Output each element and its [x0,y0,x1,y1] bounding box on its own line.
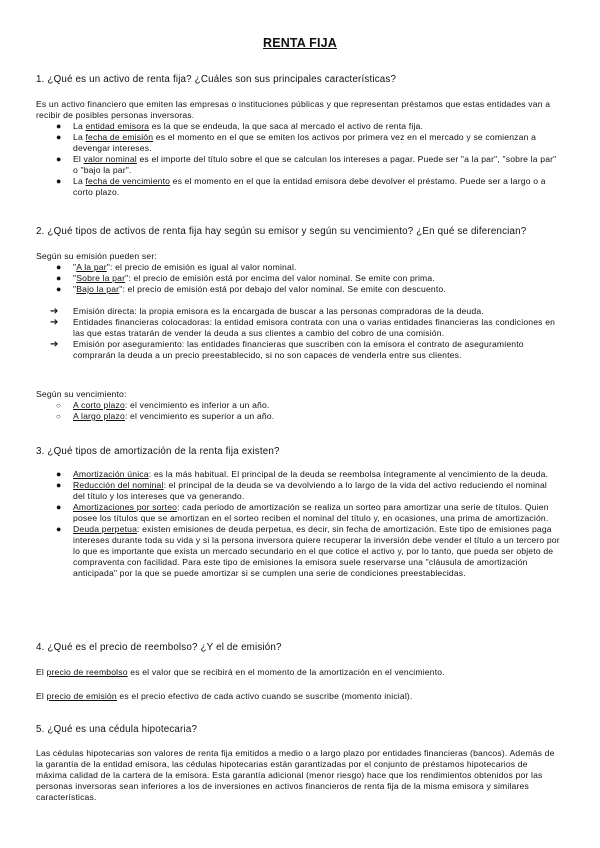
document-title: RENTA FIJA [263,36,337,50]
q1-intro: Es un activo financiero que emiten las empresas o instituciones públicas y que representan préstamos que estas entidades van a recibir de posibles personas inversoras. [36,99,551,120]
bullet-icon: ● [56,273,62,283]
list-item: ● Amortizaciones por sorteo: cada periodo de amortización se realiza un sorteo para amortizar una serie de títulos. Quien posee los títulos que se amortizan en el sorteo reciben el nominal del título y, en ocasiones, una prima de amortización. [56,502,549,523]
list-item: ● La fecha de emisión es el momento en el que se emiten los activos por primera vez en el mercado y se comienzan a devengar intereses. [56,132,537,153]
list-item: ➔ Entidades financieras colocadoras: la entidad emisora contrata con una o varias entidades financieras las condiciones en las que estas tratarán de vender la deuda a sus clientes a cambio del cobro de una comisión. [50,317,556,338]
bullet-icon: ● [56,132,62,142]
term: Sobre la par [76,273,126,283]
bullet-icon: ● [56,480,62,490]
list-item: ○ A corto plazo: el vencimiento es inferior a un año. [56,400,270,410]
arrow-icon: ➔ [50,306,59,317]
question-4: 4. ¿Qué es el precio de reembolso? ¿Y el de emisión? [36,642,282,653]
bullet-icon: ● [56,262,62,272]
term: Amortizaciones por sorteo [73,502,178,512]
question-2: 2. ¿Qué tipos de activos de renta fija hay según su emisor y según su vencimiento? ¿En qué se diferencian? [36,226,527,237]
bullet-icon: ● [56,502,62,512]
list-item: ● "Sobre la par": el precio de emisión está por encima del valor nominal. Se emite con prima. [56,273,435,283]
hollow-bullet-icon: ○ [56,401,62,410]
question-3: 3. ¿Qué tipos de amortización de la renta fija existen? [36,446,280,457]
term: fecha de emisión [85,132,154,142]
list-item: ● Amortización única: es la más habitual. El principal de la deuda se reembolsa íntegramente al vencimiento de la deuda. [56,469,549,479]
list-item: ● La entidad emisora es la que se endeuda, la que saca al mercado el activo de renta fija. [56,121,424,131]
term: Amortización única [73,469,149,479]
list-item: ➔ Emisión por aseguramiento: las entidades financieras que suscriben con la emisora el contrato de aseguramiento comprarán la deuda a un precio preestablecido, si no son capaces de venderla entre sus clientes. [50,339,524,360]
term: valor nominal [83,154,137,164]
q2-emision-list [36,262,561,295]
list-item: ● "Bajo la par": el precio de emisión está por debajo del valor nominal. Se emite con descuento. [56,284,446,294]
q2-vencimiento-list [36,400,561,422]
term: fecha de vencimiento [85,176,171,186]
hollow-bullet-icon: ○ [56,412,62,421]
list-item: ● Deuda perpetua: existen emisiones de deuda perpetua, es decir, sin fecha de amortización. Este tipo de emisiones paga intereses durante toda su vida y si la persona inversora quiere recuperar la inversión debe vender el título a un tercero por lo que es importante que exista un mercado secundario en el que cotice el activo y, por lo tanto, que pueda ser objeto de compraventa con facilidad. Para este tipo de emisiones la emisora suele reservarse una "cláusula de amortización anticipada" por la que se puede amortizar si se cumplen una serie de condiciones preestablecidas. [56,524,560,578]
list-item: ● El valor nominal es el importe del título sobre el que se calculan los intereses a pagar. Puede ser "a la par", "sobre la par" o "bajo la par". [56,154,557,175]
question-5: 5. ¿Qué es una cédula hipotecaria? [36,724,198,735]
bullet-icon: ● [56,284,62,294]
list-item: ➔ Emisión directa: la propia emisora es la encargada de buscar a las personas compradoras de la deuda. [50,306,484,317]
list-item: ● La fecha de vencimiento es el momento en el que la entidad emisora debe devolver el préstamo. Puede ser a largo o a corto plazo. [56,176,546,197]
q4-paragraph-emision: El precio de emisión es el precio efectivo de cada activo cuando se suscribe (momento inicial). [36,691,413,701]
bullet-icon: ● [56,121,62,131]
q5-paragraph: Las cédulas hipotecarias son valores de renta fija emitidos a medio o a largo plazo por entidades financieras (bancos). Además de la garantía de la entidad emisora, las cédulas hipotecarias están garantizadas por el conjunto de préstamos hipotecarios de máxima calidad de la cartera de la emisora. Esta garantía adicional (menor riesgo) hace que los rendimientos obtenidos por las personas inversoras sean inferiores a los de inversiones en activos financieros de renta fija de la misma emisora y similares características. [36,748,555,802]
q2-arrow-list [36,306,561,361]
bullet-icon: ● [56,524,62,534]
q3-list [36,469,561,579]
term: Bajo la par [76,284,120,294]
arrow-icon: ➔ [50,339,59,350]
bullet-icon: ● [56,176,62,186]
bullet-icon: ● [56,469,62,479]
bullet-icon: ● [56,154,62,164]
q1-bullet-list [36,121,561,198]
term: A corto plazo [73,400,125,410]
term: entidad emisora [85,121,150,131]
term: Reducción del nominal [73,480,164,490]
list-item: ● Reducción del nominal: el principal de la deuda se va devolviendo a lo largo de la vida del activo reduciendo el nominal del título y los intereses que va generando. [56,480,548,501]
list-item: ● "A la par": el precio de emisión es igual al valor nominal. [56,262,297,272]
term: A largo plazo [73,411,125,421]
q2-emision-label: Según su emisión pueden ser: [36,251,157,261]
arrow-icon: ➔ [50,317,59,328]
q4-paragraph-reembolso: El precio de reembolso es el valor que se recibirá en el momento de la amortización en el vencimiento. [36,667,445,677]
term: precio de reembolso [46,667,128,677]
term: A la par [76,262,107,272]
term: precio de emisión [46,691,117,701]
question-1: 1. ¿Qué es un activo de renta fija? ¿Cuáles son sus principales características? [36,74,397,85]
q2-vencimiento-label: Según su vencimiento: [36,389,127,399]
list-item: ○ A largo plazo: el vencimiento es superior a un año. [56,411,275,421]
term: Deuda perpetua [73,524,138,534]
